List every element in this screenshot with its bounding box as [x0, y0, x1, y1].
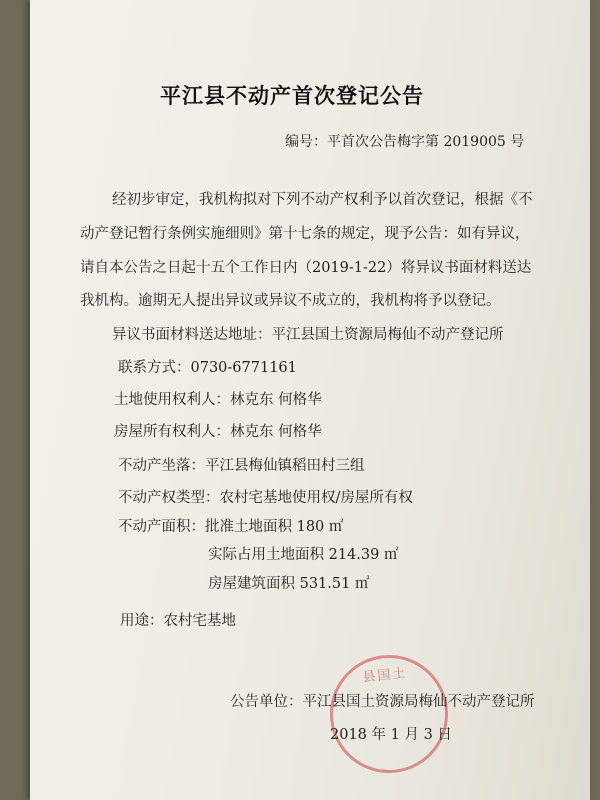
property-usage: [120, 609, 236, 630]
location-label: 不动产坐落：: [118, 458, 205, 474]
unit-label: 公告单位：: [230, 694, 303, 710]
house-ownership-holder: [114, 420, 322, 441]
usage-value: 农村宅基地: [163, 613, 236, 629]
actual-area: 实际占用土地面积 214.39 ㎡: [208, 547, 399, 563]
house-owner-value: 林克东 何格华: [230, 424, 322, 440]
objection-address: [112, 323, 504, 344]
body-line-1: 经初步审定，我机构拟对下列不动产权利予以首次登记，根据《不: [112, 192, 533, 208]
contact-phone: [118, 356, 297, 377]
body-line-4: 我机构。逾期无人提出异议或异议不成立的，我机构将予以登记。: [80, 293, 501, 309]
document-number: 编号：平首次公告梅字第 2019005 号: [285, 134, 525, 150]
page-title: 平江县不动产首次登记公告: [160, 83, 424, 108]
location-value: 平江县梅仙镇稻田村三组: [205, 458, 365, 474]
usage-label: 用途：: [120, 613, 164, 629]
notice-document: [30, 0, 590, 800]
building-area: 房屋建筑面积 531.51 ㎡: [208, 576, 370, 592]
body-line-2: 动产登记暂行条例实施细则》第十七条的规定，现予公告：如有异议，: [80, 226, 530, 242]
phone-value: 0730-6771161: [190, 360, 297, 376]
seal-text: 县国土: [361, 665, 409, 686]
unit-value: 平江县国土资源局梅仙不动产登记所: [302, 694, 535, 710]
property-right-type: [118, 486, 413, 507]
notice-date: 2018 年 1 月 3 日: [330, 727, 452, 743]
official-seal: [324, 649, 454, 779]
land-user-label: 土地使用权利人：: [114, 392, 230, 408]
phone-label: 联系方式：: [118, 360, 191, 376]
area-label: 不动产面积：: [118, 519, 205, 535]
property-area: [118, 515, 343, 536]
property-location: [118, 454, 365, 475]
right-type-value: 农村宅基地使用权/房屋所有权: [219, 490, 413, 506]
house-owner-label: 房屋所有权利人：: [114, 424, 230, 440]
body-line-3: 请自本公告之日起十五个工作日内（2019-1-22）将异议书面材料送达: [80, 260, 532, 276]
land-use-right-holder: [114, 388, 322, 409]
objection-address-value: 平江县国土资源局梅仙不动产登记所: [271, 327, 504, 343]
announcing-unit: [230, 690, 535, 711]
land-user-value: 林克东 何格华: [230, 392, 322, 408]
right-type-label: 不动产权类型：: [118, 490, 220, 506]
objection-address-label: 异议书面材料送达地址：: [112, 327, 272, 343]
approved-area: 批准土地面积 180 ㎡: [205, 519, 344, 535]
